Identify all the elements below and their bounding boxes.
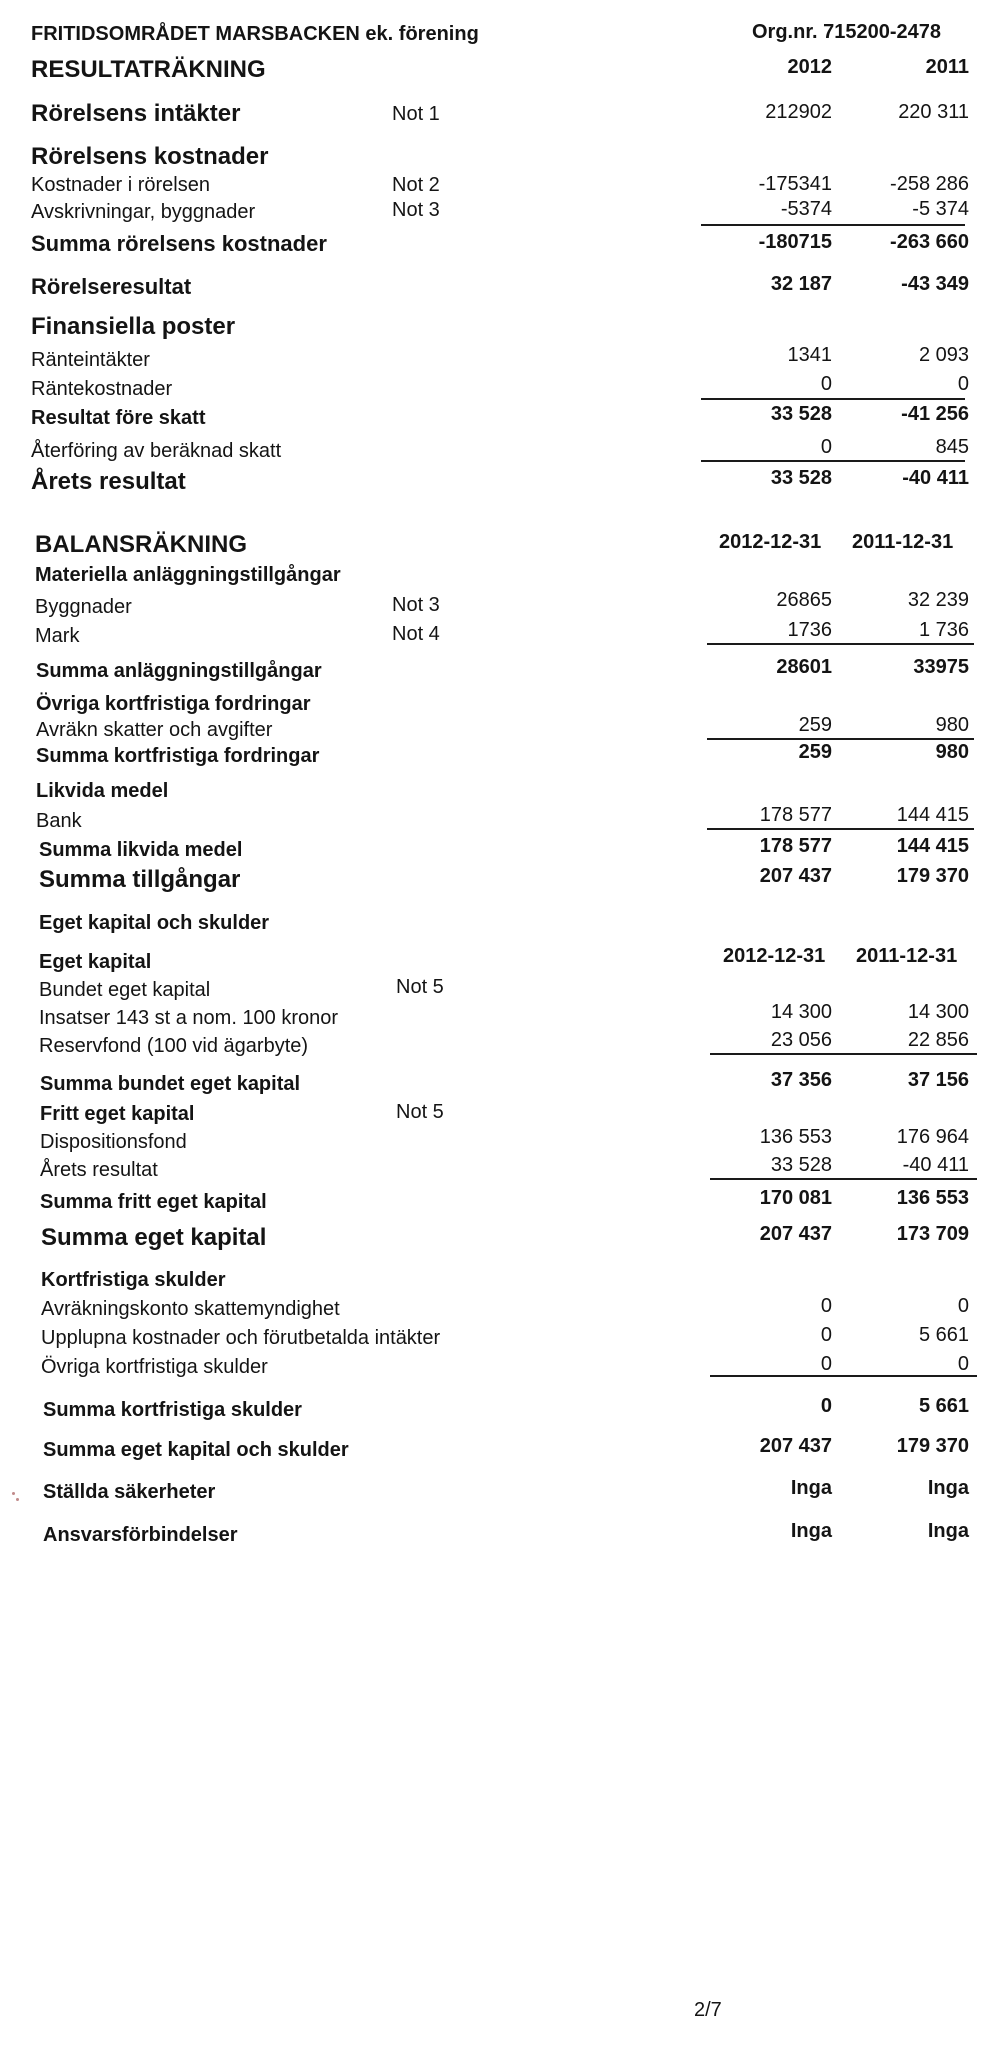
value-2011: 33975 — [913, 656, 969, 678]
row-label-sum: Summa kortfristiga fordringar — [36, 745, 320, 767]
page-number: 2/7 — [694, 1999, 722, 2021]
row-label-sum: Summa likvida medel — [39, 839, 243, 861]
value-2012: 0 — [820, 1395, 832, 1417]
row-label: Byggnader — [35, 596, 132, 618]
value-2011: 980 — [935, 741, 969, 763]
row-label-sum: Resultat före skatt — [31, 407, 206, 429]
value-2012: 28601 — [776, 656, 832, 678]
value-2011: 5 661 — [918, 1395, 969, 1417]
row-label: Avräkningskonto skattemyndighet — [41, 1298, 340, 1320]
value-2011: 1 736 — [918, 619, 969, 641]
value-2011: -40 411 — [902, 1154, 969, 1176]
value-2011: -263 660 — [890, 231, 969, 253]
row-label-summa-tillgangar: Summa tillgångar — [39, 866, 241, 893]
income-col-2011: 2011 — [925, 56, 969, 78]
value-2012: 0 — [820, 1295, 832, 1317]
row-label: Ställda säkerheter — [43, 1481, 216, 1503]
value-2011: 980 — [935, 714, 969, 736]
value-2011: Inga — [927, 1520, 969, 1542]
value-2011: 179 370 — [896, 1435, 969, 1457]
sum-rule — [710, 1178, 977, 1180]
balance-col-2011: 2011-12-31 — [856, 945, 958, 967]
value-2012: 14 300 — [770, 1001, 832, 1023]
value-2011: -258 286 — [890, 173, 969, 195]
row-label: Bundet eget kapital — [39, 979, 211, 1001]
value-2012: 26865 — [776, 589, 832, 611]
value-2011: 176 964 — [896, 1126, 969, 1148]
value-2011: -41 256 — [901, 403, 969, 425]
note-ref: Not 3 — [392, 594, 440, 616]
section-heading: Materiella anläggningstillgångar — [35, 564, 341, 586]
value-2011: 22 856 — [907, 1029, 969, 1051]
row-label-sum: Summa kortfristiga skulder — [43, 1399, 302, 1421]
value-2011: 173 709 — [896, 1223, 969, 1245]
value-2012: Inga — [790, 1520, 832, 1542]
value-2011: -43 349 — [901, 273, 969, 295]
income-statement-title: RESULTATRÄKNING — [31, 56, 266, 83]
sum-rule — [701, 398, 965, 400]
value-2011: 220 311 — [898, 101, 969, 123]
row-label: Övriga kortfristiga skulder — [41, 1356, 268, 1378]
sum-rule — [707, 643, 974, 645]
row-label-sum: Summa eget kapital och skulder — [43, 1439, 349, 1461]
note-ref: Not 5 — [396, 976, 444, 998]
row-label: Kostnader i rörelsen — [31, 174, 210, 196]
value-2012: 37 356 — [770, 1069, 832, 1091]
balance-sheet-title: BALANSRÄKNING — [35, 531, 247, 558]
value-2012: 33 528 — [770, 1154, 832, 1176]
value-2011: 144 415 — [896, 835, 969, 857]
value-2011: 179 370 — [896, 865, 969, 887]
row-label: Räntekostnader — [31, 378, 173, 400]
sum-rule — [710, 1053, 977, 1055]
income-col-2012: 2012 — [787, 56, 832, 78]
value-2011: 0 — [957, 373, 969, 395]
sum-rule — [701, 460, 965, 462]
value-2012: 0 — [820, 373, 832, 395]
sum-rule — [701, 224, 965, 226]
value-2012: 32 187 — [770, 273, 832, 295]
row-label: Mark — [35, 625, 80, 647]
org-number: Org.nr. 715200-2478 — [752, 21, 942, 43]
value-2012: 178 577 — [759, 835, 832, 857]
sum-rule — [707, 828, 974, 830]
value-2011: 0 — [957, 1353, 969, 1375]
row-label-sum: Summa bundet eget kapital — [40, 1073, 301, 1095]
row-label: Avräkn skatter och avgifter — [36, 719, 273, 741]
value-2011: 845 — [935, 436, 969, 458]
balance-col-2012: 2012-12-31 — [719, 531, 822, 553]
sum-rule — [707, 738, 974, 740]
value-2011: 37 156 — [907, 1069, 969, 1091]
row-label: Dispositionsfond — [40, 1131, 187, 1153]
row-label: Bank — [36, 810, 82, 832]
row-label-sum: Summa rörelsens kostnader — [31, 231, 327, 256]
value-2012: 259 — [798, 741, 832, 763]
value-2012: 207 437 — [759, 1435, 832, 1457]
row-label: Upplupna kostnader och förutbetalda intäkter — [41, 1327, 441, 1349]
value-2011: 0 — [957, 1295, 969, 1317]
section-heading: Övriga kortfristiga fordringar — [36, 693, 311, 715]
section-heading: Fritt eget kapital — [40, 1103, 195, 1125]
row-label-arets-resultat: Årets resultat — [31, 468, 186, 495]
value-2012: -175341 — [758, 173, 832, 195]
value-2012: 33 528 — [770, 467, 832, 489]
value-2011: -40 411 — [902, 467, 969, 489]
value-2012: 23 056 — [770, 1029, 832, 1051]
row-label-sum: Summa anläggningstillgångar — [36, 660, 322, 682]
scan-speck — [16, 1498, 19, 1501]
value-2012: 259 — [798, 714, 832, 736]
section-heading: Eget kapital och skulder — [39, 912, 270, 934]
sum-rule — [710, 1375, 977, 1377]
value-2011: 14 300 — [907, 1001, 969, 1023]
value-2011: Inga — [927, 1477, 969, 1499]
row-label: Avskrivningar, byggnader — [31, 201, 256, 223]
section-heading-finansiella-poster: Finansiella poster — [31, 313, 236, 340]
value-2012: 1736 — [787, 619, 832, 641]
row-label-rorelseresultat: Rörelseresultat — [31, 274, 192, 299]
row-label: Årets resultat — [40, 1159, 158, 1181]
value-2012: Inga — [790, 1477, 832, 1499]
value-2011: 136 553 — [896, 1187, 969, 1209]
value-2012: 1341 — [787, 344, 832, 366]
scan-speck — [12, 1492, 15, 1495]
row-label-summa-eget-kapital: Summa eget kapital — [41, 1224, 267, 1251]
value-2012: 136 553 — [759, 1126, 832, 1148]
row-label: Reservfond (100 vid ägarbyte) — [39, 1035, 309, 1057]
section-heading: Eget kapital — [39, 951, 152, 973]
value-2011: 32 239 — [907, 589, 969, 611]
note-ref: Not 3 — [392, 199, 440, 221]
note-ref: Not 5 — [396, 1101, 444, 1123]
value-2012: 212902 — [765, 101, 832, 123]
value-2011: -5 374 — [912, 198, 969, 220]
row-label: Ansvarsförbindelser — [43, 1524, 238, 1546]
value-2011: 144 415 — [896, 804, 969, 826]
value-2012: 178 577 — [759, 804, 832, 826]
section-heading: Kortfristiga skulder — [41, 1269, 226, 1291]
value-2012: 207 437 — [759, 1223, 832, 1245]
value-2011: 5 661 — [918, 1324, 969, 1346]
value-2012: -5374 — [780, 198, 832, 220]
section-heading-rorelsens-kostnader: Rörelsens kostnader — [31, 143, 269, 170]
note-ref: Not 4 — [392, 623, 440, 645]
value-2012: -180715 — [758, 231, 832, 253]
row-label: Insatser 143 st a nom. 100 kronor — [39, 1007, 339, 1029]
note-ref: Not 1 — [392, 103, 440, 125]
value-2012: 0 — [820, 1353, 832, 1375]
value-2012: 33 528 — [770, 403, 832, 425]
row-label: Återföring av beräknad skatt — [31, 440, 282, 462]
row-label-rorelsens-intakter: Rörelsens intäkter — [31, 100, 241, 127]
value-2012: 0 — [820, 436, 832, 458]
value-2012: 170 081 — [759, 1187, 832, 1209]
note-ref: Not 2 — [392, 174, 440, 196]
section-heading: Likvida medel — [36, 780, 169, 802]
value-2012: 207 437 — [759, 865, 832, 887]
balance-col-2011: 2011-12-31 — [852, 531, 954, 553]
value-2012: 0 — [820, 1324, 832, 1346]
row-label-sum: Summa fritt eget kapital — [40, 1191, 267, 1213]
organization-name: FRITIDSOMRÅDET MARSBACKEN ek. förening — [31, 23, 479, 45]
value-2011: 2 093 — [918, 344, 969, 366]
balance-col-2012: 2012-12-31 — [723, 945, 826, 967]
row-label: Ränteintäkter — [31, 349, 150, 371]
